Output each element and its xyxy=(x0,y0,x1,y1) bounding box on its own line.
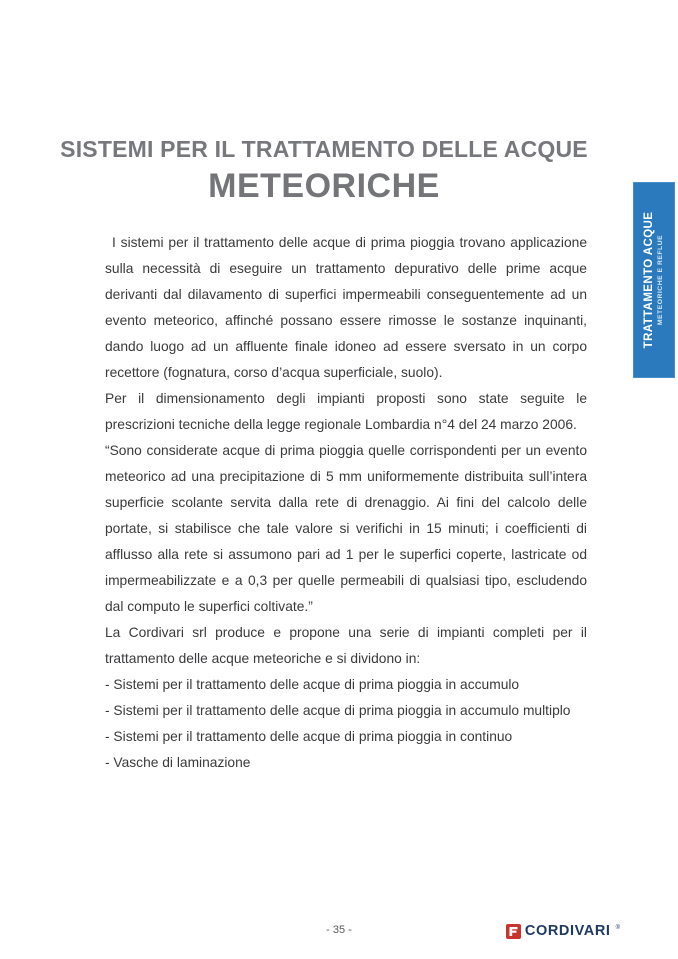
list-item: - Vasche di laminazione xyxy=(105,755,251,770)
cordivari-logo-icon xyxy=(506,924,521,939)
page-title xyxy=(60,134,588,208)
paragraph-intro: I sistemi per il trattamento delle acque di prima pioggia trovano applicazione sulla necessità di eseguire un trattamento depurativo delle prime acque derivanti dal dilavamento di superfici impermeabili conseguentemente ad un evento meteorico, affinché possano essere rimosse le sostanze inquinanti, dando luogo ad un affluente finale idoneo ad essere sversato in un corpo recettore (fognatura, corso d’acqua superficiale, suolo). xyxy=(105,235,587,380)
cordivari-logo-text: CORDIVARI xyxy=(524,923,611,939)
body-text xyxy=(105,230,587,776)
paragraph-product-range: La Cordivari srl produce e propone una serie di impianti completi per il trattamento delle acque meteoriche e si dividono in: xyxy=(105,625,587,666)
list-item: - Sistemi per il trattamento delle acque di prima pioggia in accumulo multiplo xyxy=(105,703,571,718)
section-tab-subtitle: METEORICHE E REFLUE xyxy=(657,234,664,326)
registered-trademark-icon: ® xyxy=(615,925,620,931)
list-item: - Sistemi per il trattamento delle acque di prima pioggia in accumulo xyxy=(105,677,520,692)
section-tab-title: TRATTAMENTO ACQUE xyxy=(643,211,655,349)
list-item: - Sistemi per il trattamento delle acque di prima pioggia in continuo xyxy=(105,729,513,744)
section-index-tab xyxy=(633,182,675,378)
page-title-line2: METEORICHE xyxy=(208,167,440,205)
page-number: - 35 - xyxy=(326,924,352,936)
section-index-tab-text xyxy=(643,183,665,377)
paragraph-dimensioning: Per il dimensionamento degli impianti proposti sono state seguite le prescrizioni tecniche della legge regionale Lombardia n°4 del 24 marzo 2006. xyxy=(105,391,587,432)
paragraph-law-quote: “Sono considerate acque di prima pioggia quelle corrispondenti per un evento meteorico ad una precipitazione di 5 mm uniformemente distribuita sull’intera superficie scolante servita dalla rete di drenaggio. Ai fini del calcolo delle portate, si stabilisce che tale valore si verifichi in 15 minuti; i coefficienti di afflusso alla rete si assumono pari ad 1 per le superfici coperte, lastricate od impermeabilizzate e a 0,3 per quelle permeabili di qualsiasi tipo, escludendo dal computo le superfici coltivate.” xyxy=(105,443,587,614)
page-title-line1: SISTEMI PER IL TRATTAMENTO DELLE ACQUE xyxy=(60,136,588,162)
cordivari-logo xyxy=(506,924,620,939)
